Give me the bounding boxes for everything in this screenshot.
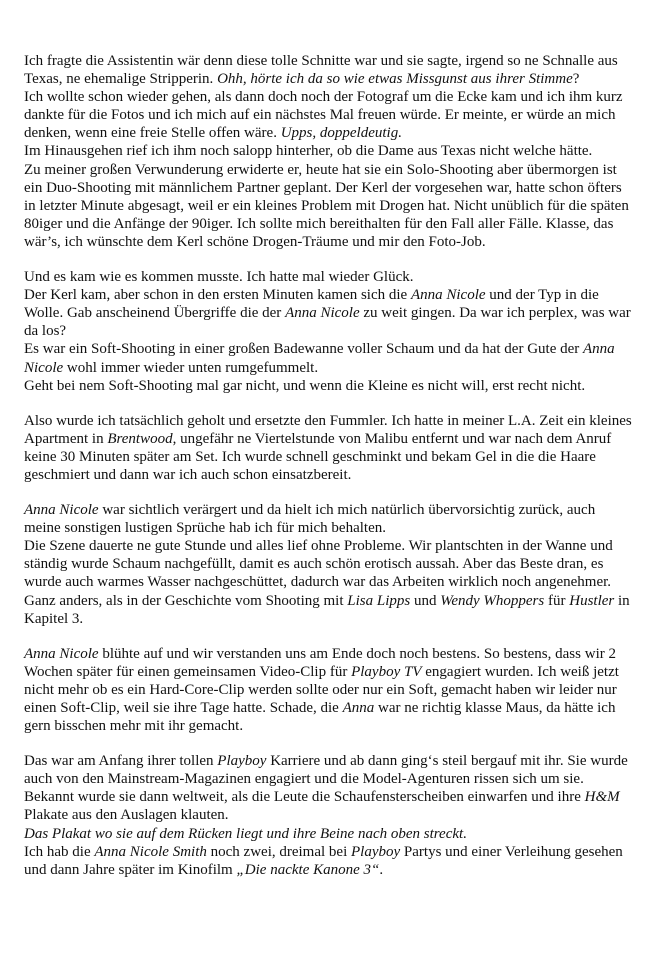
italic-text-run: Ohh, hörte ich da so wie etwas Missgunst aus ihrer Stimme [217,71,573,88]
italic-text-run: Anna Nicole Smith [94,843,207,860]
text-run: ? [572,71,580,88]
paragraph [24,286,634,340]
text-run: zu weit gingen. Da war ich perplex, was war da los? [24,305,631,340]
paragraph [24,825,634,843]
paragraph [24,377,634,395]
text-run: Also wurde ich tatsächlich geholt und ersetzte den Fummler. Ich hatte in meiner L.A. Zeit ein kleines Apartment in [24,412,632,447]
document-page [24,52,634,879]
italic-text-run: Playboy TV [351,663,422,680]
text-run: Plakate aus den Auslagen klauten. [24,807,229,824]
text-run: war ne richtig klasse Maus, da hätte ich gern bisschen mehr mit ihr gemacht. [24,700,616,735]
text-run: in Kapitel 3. [24,592,630,627]
text-run: Ich hab die [24,843,95,860]
paragraph [24,268,634,286]
italic-text-run: Anna Nicole [285,305,360,322]
paragraph [24,537,634,627]
text-run: Die Szene dauerte ne gute Stunde und alles lief ohne Probleme. Wir plantschten in der Wanne und ständig wurde Schaum nachgefüllt, damit es auch schön erotisch aussah. Aber das Beste dran, es wurde auch warmes Wasser nachgeschüttet, dadurch war das Arbeiten wirklich noch angenehmer. Ganz anders, als in der Geschichte vom Shooting mit [24,538,613,609]
text-run: Es war ein Soft-Shooting in einer großen Badewanne voller Schaum und da hat der Gute der [24,341,584,358]
italic-text-run: Anna [342,700,375,716]
text-run: und [410,592,441,609]
text-run: und der Typ in die Wolle. Gab anscheinend Übergriffe die der [24,287,599,322]
italic-text-run: Upps, doppeldeutig. [280,125,402,142]
paragraph [24,752,634,824]
text-run: war sichtlich verärgert und da hielt ich mich natürlich übervorsichtig zurück, auch meine sonstigen lustigen Sprüche hab ich für mich behalten. [24,502,596,537]
text-run: noch zwei, dreimal bei [206,843,352,860]
text-run: Und es kam wie es kommen musste. Ich hatte mal wieder Glück. [24,269,414,286]
text-run: wohl immer wieder unten rumgefummelt. [63,359,319,376]
italic-text-run: Playboy [351,843,401,860]
paragraph [24,645,634,735]
paragraph [24,340,634,376]
text-run: für [544,592,570,609]
text-run: Ich wollte schon wieder gehen, als dann doch noch der Fotograf um die Ecke kam und ich ihm kurz dankte für die Fotos und ich mich auf ein nächstes Mal freuen würde. Er meinte, er würde an mich denken, wenn eine freie Stelle offen wäre. [24,89,623,142]
text-run: blühte auf und wir verstanden uns am Ende doch noch bestens. So bestens, dass wir 2 Wochen später für einen gemeinsamen Video-Clip für [24,645,616,680]
paragraph [24,501,634,537]
text-run: Der Kerl kam, aber schon in den ersten Minuten kamen sich die [24,287,411,304]
italic-text-run: Wendy Whoppers [440,592,545,609]
text-run: . [379,861,384,878]
text-run: Geht bei nem Soft-Shooting mal gar nicht, und wenn die Kleine es nicht will, erst recht nicht. [24,377,586,394]
paragraph [24,142,634,160]
italic-text-run: Anna Nicole [410,287,486,304]
italic-text-run: Brentwood [107,430,173,447]
text-run: Partys und einer Verleihung gesehen und dann Jahre später im Kinofilm [24,843,623,878]
paragraph [24,52,634,88]
paragraph [24,412,634,484]
italic-text-run: „Die nackte Kanone 3“ [236,861,380,878]
italic-text-run: Lisa Lipps [347,592,411,609]
text-run: Im Hinausgehen rief ich ihm noch salopp hinterher, ob die Dame aus Texas nicht welche hätte. [24,143,593,160]
text-run: , ungefähr ne Viertelstunde von Malibu entfernt und war nach dem Anruf keine 30 Minuten später am Set. Ich wurde schnell geschminkt und bekam Gel in die die Haare geschmiert und dann war ich auch schon einsatzbereit. [24,430,612,483]
italic-text-run: Das Plakat wo sie auf dem Rücken liegt und ihre Beine nach oben streckt. [24,825,467,842]
text-run: Ich fragte die Assistentin wär denn diese tolle Schnitte war und sie sagte, irgend so ne Schnalle aus Texas, ne ehemalige Stripperin. [24,53,618,88]
paragraph [24,161,634,251]
text-run: Karriere und ab dann ging‘s steil bergauf mit ihr. Sie wurde auch von den Mainstream-Magazinen engagiert und die Model-Agenturen rissen sich um sie. Bekannt wurde sie dann weltweit, als die Leute die Schaufensterscheiben einwarfen und ihre [24,753,628,806]
text-run: engagiert wurden. Ich weiß jetzt nicht mehr ob es ein Hard-Core-Clip werden sollte oder nur ein Soft, gemacht haben wir leider nur einen Soft-Clip, weil sie ihre Tage hatte. Schade, die [24,663,619,716]
paragraph [24,843,634,879]
italic-text-run: H&M [584,789,620,806]
italic-text-run: Anna Nicole [24,341,615,376]
text-run: Das war am Anfang ihrer tollen [24,753,218,770]
italic-text-run: Hustler [569,592,615,609]
italic-text-run: Anna Nicole [24,502,99,519]
text-run: Zu meiner großen Verwunderung erwiderte er, heute hat sie ein Solo-Shooting aber übermorgen ist ein Duo-Shooting mit männlichem Partner geplant. Der Kerl der vorgesehen war, hatte schon öfters in letzter Minute abgesagt, weil er ein kleines Problem mit Drogen hat. Nicht unüblich für die späten 80iger und die Anfänge der 90iger. Ich sollte mich bereithalten für den Fall aller Fälle. Klasse, das wär’s, ich wünschte dem Kerl schöne Drogen-Träume und mir den Foto-Job. [24,161,629,250]
italic-text-run: Anna Nicole [24,645,99,662]
italic-text-run: Playboy [217,753,267,770]
paragraph [24,88,634,142]
